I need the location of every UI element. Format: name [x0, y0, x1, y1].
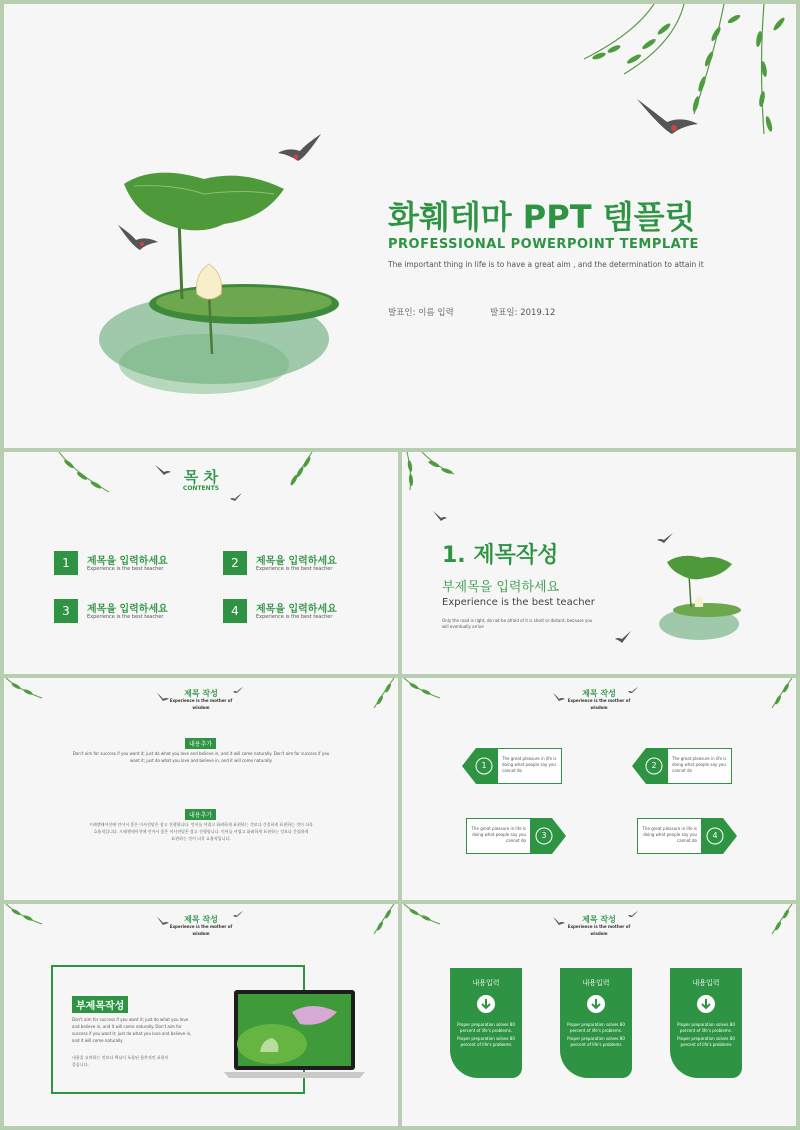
- date-label: 발표일: 2019.12: [490, 308, 556, 318]
- diamond-text-line3: cannot do: [506, 838, 526, 843]
- cards-slide[interactable]: [402, 904, 796, 1126]
- diamond-text-box: [466, 818, 530, 854]
- content-card-3[interactable]: [670, 968, 742, 1078]
- contents-item-desc-1: Experience is the best teacher: [87, 566, 164, 572]
- card-text-line3: Proper preparation solves 80: [677, 1036, 735, 1041]
- cover-subtitle: PROFESSIONAL POWERPOINT TEMPLATE: [388, 237, 699, 252]
- diamond-number: 3: [541, 831, 547, 840]
- willow-branch-illustration: [402, 452, 457, 492]
- diamond-text-line3: cannot do: [672, 768, 692, 773]
- content-text-line3: 프레젠테이션에 인어서 좋은 이사전달은 참고 진행합니다. 언어를 어렵고 화려하게 표현하는 것보다 간결하게 표현하는 것이 더욱: [89, 822, 313, 827]
- body-text-line1: Don't aim for success if you want it; just do what you love: [72, 1017, 189, 1022]
- add-content-button[interactable]: 내용추가: [185, 738, 216, 749]
- section-title: 1. 제목작성: [442, 543, 559, 568]
- section-body-line1: Only the road is right, do not be afraid of it is short or distant, because you: [442, 618, 593, 623]
- swallow-bird-icon: [614, 630, 632, 644]
- content-card-1[interactable]: [450, 968, 522, 1078]
- cover-tagline: The important thing in life is to have a great aim , and the determination to attain it: [388, 260, 704, 269]
- presenter-label: 발표인: 이름 입력: [388, 308, 454, 318]
- cover-title: 화훼테마 PPT 템플릿: [388, 198, 696, 236]
- section-tagline: Experience is the best teacher: [442, 597, 595, 608]
- willow-branch-illustration: [282, 452, 318, 488]
- text-slide[interactable]: [4, 678, 398, 900]
- contents-item-title-3[interactable]: 제목을 입력하세요: [87, 604, 168, 615]
- diamond-item-3[interactable]: [466, 818, 566, 854]
- card-title: 내용입력: [582, 979, 610, 987]
- slide-subtitle-line2: wisdom: [590, 931, 608, 936]
- contents-item-desc-3: Experience is the best teacher: [87, 614, 164, 620]
- laptop-slide[interactable]: [4, 904, 398, 1126]
- diamond-text-line2: doing what people say you: [472, 832, 526, 837]
- swallow-bird-icon: [276, 129, 326, 169]
- slide-subtitle-line2: wisdom: [192, 931, 210, 936]
- arrow-down-circle-icon: [586, 994, 606, 1014]
- diamond-text-line2: doing what people say you: [643, 832, 697, 837]
- contents-number-2: 2: [223, 551, 247, 575]
- diamond-number: 1: [481, 761, 487, 770]
- add-content-button[interactable]: 내용추가: [185, 809, 216, 820]
- contents-subtitle: CONTENTS: [182, 485, 220, 492]
- card-text-line1: Proper preparation solves 80: [457, 1022, 515, 1027]
- diamond-text-line3: cannot do: [677, 838, 697, 843]
- slide-subtitle-line1: Experience is the mother of: [567, 698, 631, 703]
- contents-slide[interactable]: [4, 452, 398, 674]
- card-text-line4: percent of life's problems: [680, 1042, 732, 1047]
- diamond-item-2[interactable]: [632, 748, 732, 784]
- card-text-line2: percent of life's problems.: [459, 1028, 513, 1033]
- card-text-line1: Proper preparation solves 80: [677, 1022, 735, 1027]
- diamond-marker-icon: [530, 818, 566, 854]
- willow-branch-illustration: [766, 904, 796, 936]
- content-text-line1: Don't aim for success if you want it; just do what you love and believe in, and it will come naturally. Don't aim for success if you: [72, 751, 330, 756]
- card-text-line1: Proper preparation solves 80: [567, 1022, 625, 1027]
- diamond-text-line2: doing what people say you: [672, 762, 726, 767]
- willow-branch-illustration: [368, 678, 398, 710]
- swallow-bird-icon: [432, 510, 448, 522]
- willow-branch-illustration: [402, 678, 442, 702]
- card-text-line3: Proper preparation solves 80: [457, 1036, 515, 1041]
- contents-item-title-2[interactable]: 제목을 입력하세요: [256, 556, 337, 567]
- diamond-text-line1: The great pleasure in life is: [672, 756, 727, 761]
- willow-branch-illustration: [402, 904, 442, 928]
- summary-text-line2: 좋습니다.: [72, 1062, 89, 1067]
- contents-number-3: 3: [54, 599, 78, 623]
- laptop-image: [222, 988, 367, 1083]
- contents-item-title-1[interactable]: 제목을 입력하세요: [87, 556, 168, 567]
- contents-number-4: 4: [223, 599, 247, 623]
- diamond-item-4[interactable]: [637, 818, 737, 854]
- card-text-line2: percent of life's problems.: [679, 1028, 733, 1033]
- slide-title: 제목 작성: [582, 689, 616, 698]
- card-text-line2: percent of life's problems.: [569, 1028, 623, 1033]
- diamond-number: 4: [712, 831, 718, 840]
- section-slide[interactable]: [402, 452, 796, 674]
- diamond-text-box: [637, 818, 701, 854]
- body-text-line2: and believe in, and it will come naturally. Don't aim for: [72, 1024, 182, 1029]
- section-subtitle: 부제목을 입력하세요: [442, 580, 560, 595]
- slide-title: 제목 작성: [184, 689, 218, 698]
- card-text-line3: Proper preparation solves 80: [567, 1036, 625, 1041]
- card-text-line4: percent of life's problems: [460, 1042, 512, 1047]
- diamond-text-line1: The great pleasure in life is: [471, 826, 526, 831]
- willow-branch-illustration: [4, 904, 44, 928]
- slide-subtitle-line1: Experience is the mother of: [169, 698, 233, 703]
- contents-item-desc-4: Experience is the best teacher: [256, 614, 333, 620]
- diamond-number: 2: [651, 761, 657, 770]
- willow-branch-illustration: [766, 678, 796, 710]
- lotus-leaf-illustration: [657, 552, 742, 647]
- contents-item-title-4[interactable]: 제목을 입력하세요: [256, 604, 337, 615]
- diamond-marker-icon: [701, 818, 737, 854]
- diamond-text-line1: The great pleasure in life is: [642, 826, 697, 831]
- slide-subtitle-line1: Experience is the mother of: [169, 924, 233, 929]
- swallow-bird-icon: [632, 94, 702, 144]
- diamond-text-box: [498, 748, 562, 784]
- subtitle-label: 부제목작성: [72, 996, 128, 1013]
- slide-title: 제목 작성: [582, 915, 616, 924]
- content-text-line5: 표현하는 것이 더욱 효율적입니다.: [171, 836, 231, 841]
- slide-subtitle-line2: wisdom: [590, 705, 608, 710]
- contents-title: 목 차: [183, 468, 219, 486]
- slide-subtitle-line2: wisdom: [192, 705, 210, 710]
- willow-branch-illustration: [54, 452, 114, 497]
- diamond-text-box: [668, 748, 732, 784]
- lotus-leaf-illustration: [94, 164, 354, 414]
- swallow-bird-icon: [656, 532, 674, 544]
- body-text-line3: success if you want it; just do what you love and believe in,: [72, 1031, 192, 1036]
- card-title: 내용입력: [692, 979, 720, 987]
- slide-subtitle-line1: Experience is the mother of: [567, 924, 631, 929]
- content-text-line4: 효율적입니다. 프레젠테이션에 인어서 좋은 이사전달은 참고 진행합니다. 언어를 어렵고 화려하게 표현하는 것보다 간결하게: [93, 829, 309, 834]
- diamond-list-slide[interactable]: [402, 678, 796, 900]
- body-text-line4: and it will come naturally: [72, 1038, 123, 1043]
- card-text-line4: percent of life's problems: [570, 1042, 622, 1047]
- content-card-2[interactable]: [560, 968, 632, 1078]
- summary-text-line1: 내용을 요약하는 것보다 핵심이 포함된 함축적인 표현이: [72, 1055, 169, 1060]
- cover-slide[interactable]: [4, 4, 796, 448]
- card-title: 내용입력: [472, 979, 500, 987]
- willow-branch-illustration: [368, 904, 398, 936]
- diamond-text-line2: doing what people say you: [502, 762, 556, 767]
- arrow-down-circle-icon: [696, 994, 716, 1014]
- content-text-line2: want it; just do what you love and believe in, and it will come naturally: [129, 758, 273, 763]
- willow-branch-illustration: [4, 678, 44, 702]
- diamond-text-line1: The great pleasure in life is: [502, 756, 557, 761]
- diamond-text-line3: cannot do: [502, 768, 522, 773]
- diamond-item-1[interactable]: [462, 748, 562, 784]
- section-body-line2: will eventually arrive: [442, 624, 484, 629]
- contents-number-1: 1: [54, 551, 78, 575]
- contents-item-desc-2: Experience is the best teacher: [256, 566, 333, 572]
- slide-title: 제목 작성: [184, 915, 218, 924]
- arrow-down-circle-icon: [476, 994, 496, 1014]
- swallow-bird-icon: [229, 492, 243, 502]
